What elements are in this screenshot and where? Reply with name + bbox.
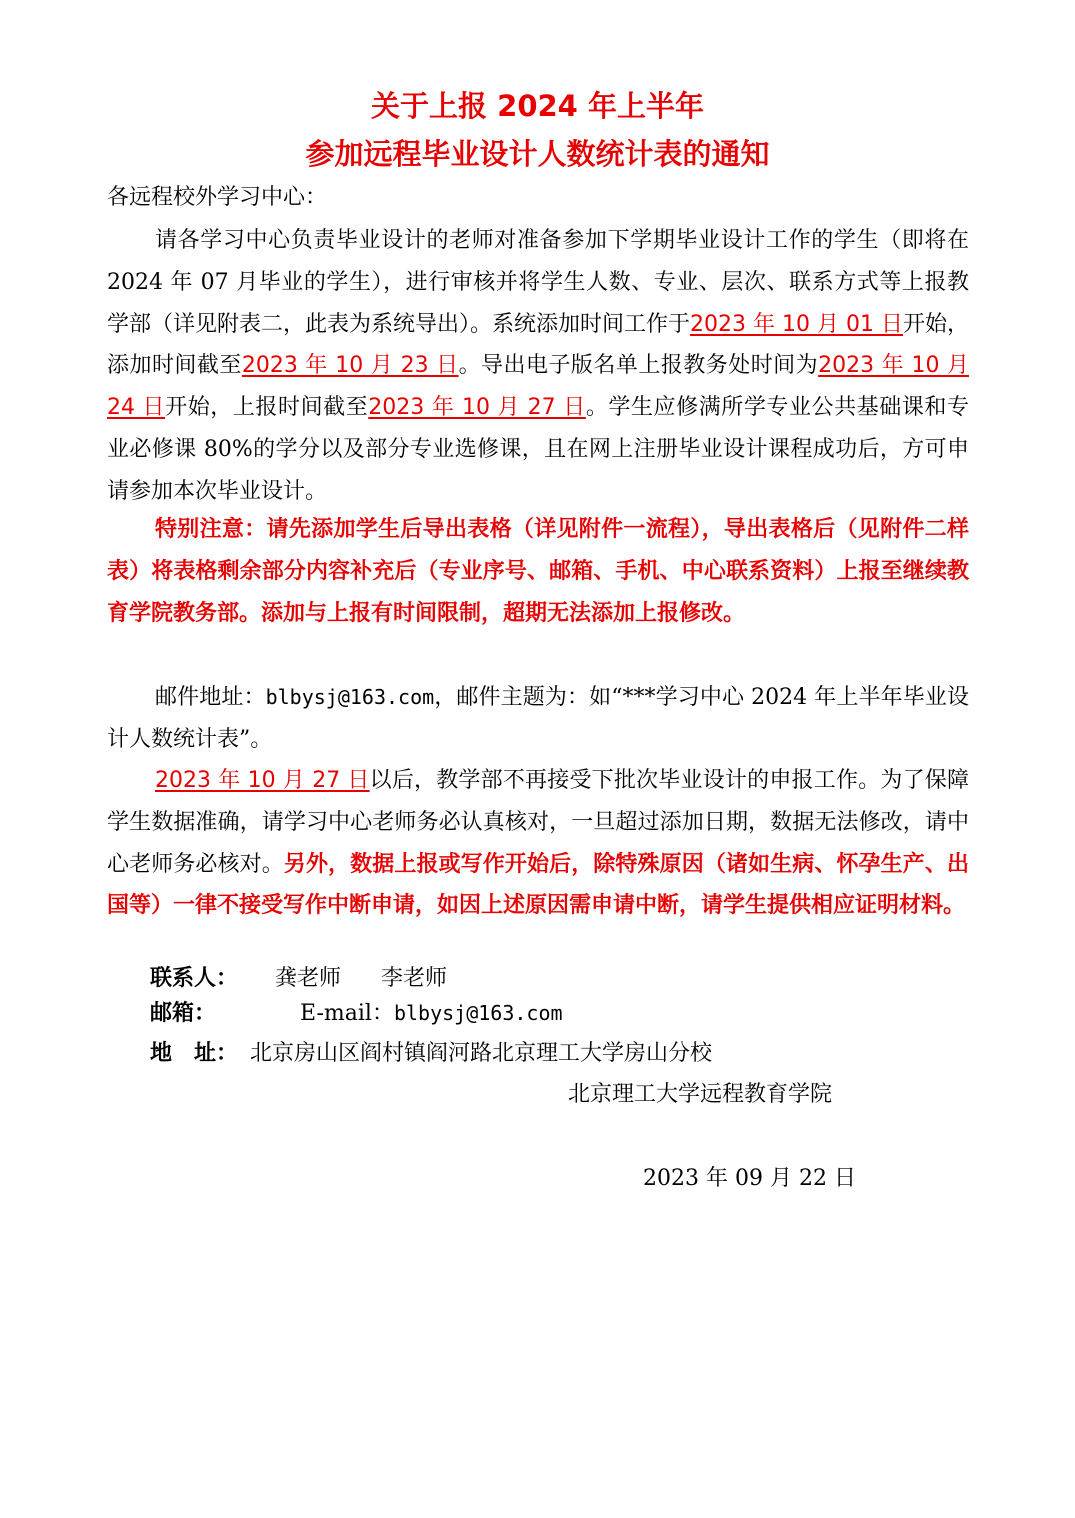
salutation: 各远程校外学习中心： xyxy=(107,185,328,210)
email-address: blbysj@163.com xyxy=(265,685,435,709)
interruption-warning: 另外，数据上报或写作开始后，除特殊原因（诸如生病、怀孕生产、出国等）一律不接受写作中断申请，如因上述原因需申请中断，请学生提供相应证明材料。 xyxy=(107,851,969,919)
contact-label: 联系人： xyxy=(150,966,239,991)
notice-title-line-1: 关于上报 2024 年上半年 xyxy=(371,89,704,123)
paragraph-text: 。导出电子版名单上报教务处时间为 xyxy=(458,353,819,379)
paragraph-text: 请各学习中心负责毕业设计的老师对准备参加下学期毕业设计工作的学生（即将在 2024 年 07 月毕业的学生），进行审核并将学生人数、专业、层次、联系方式等上报教学部（详见附表二，此表为系统导出）。系统添加时间工作于 xyxy=(107,228,969,337)
address-value: 北京房山区阎村镇阎河路北京理工大学房山分校 xyxy=(250,1041,713,1066)
paragraph-text: 。学生应修满所学专业公共基础课和专业必修课 80%的学分以及部分专业选修课，且在网上注册毕业设计课程成功后，方可申请参加本次毕业设计。 xyxy=(107,395,969,504)
email-paragraph xyxy=(107,677,969,761)
date-report-end: 2023 年 10 月 27 日 xyxy=(368,395,586,421)
issuer-signature: 北京理工大学远程教育学院 xyxy=(568,1082,833,1107)
deadline-paragraph xyxy=(107,760,969,927)
paragraph-schedule xyxy=(107,220,969,513)
date-final-deadline: 2023 年 10 月 27 日 xyxy=(155,768,370,793)
date-add-end: 2023 年 10 月 23 日 xyxy=(241,353,459,379)
date-report-start: 2023 年 10 月 24 日 xyxy=(107,353,969,421)
paragraph-text: ，邮件主题为：如“***学习中心 2024 年上半年毕业设计人数统计表”。 xyxy=(107,685,969,752)
address-label: 地 址： xyxy=(150,1041,239,1066)
contact-email-value: blbysj@163.com xyxy=(393,1001,563,1025)
paragraph-text: 邮件地址： xyxy=(155,685,266,710)
email-label: 邮箱： xyxy=(150,1001,217,1026)
contact-person-1: 龚老师 xyxy=(275,966,342,991)
paragraph-text: 开始，上报时间截至 xyxy=(165,395,369,421)
special-notice-paragraph: 特别注意：请先添加学生后导出表格（详见附件一流程），导出表格后（见附件二样表）将表格剩余部分内容补充后（专业序号、邮箱、手机、中心联系资料）上报至继续教育学院教务部。添加与上报有时间限制，超期无法添加上报修改。 xyxy=(107,517,969,626)
paragraph-text: 开始，添加时间截至 xyxy=(107,311,969,379)
date-add-start: 2023 年 10 月 01 日 xyxy=(690,311,903,337)
contact-persons-row xyxy=(150,962,447,996)
issue-date: 2023 年 09 月 22 日 xyxy=(643,1166,856,1191)
contact-email-row xyxy=(150,996,563,1031)
contact-person-2: 李老师 xyxy=(381,966,448,991)
email-prefix: E-mail： xyxy=(300,1001,394,1026)
notice-title-line-2: 参加远程毕业设计人数统计表的通知 xyxy=(305,137,770,171)
contact-address-row xyxy=(150,1037,712,1071)
paragraph-text: 以后，教学部不再接受下批次毕业设计的申报工作。为了保障学生数据准确，请学习中心老师务必认真核对，一旦超过添加日期，数据无法修改，请中心老师务必核对。 xyxy=(107,768,969,877)
